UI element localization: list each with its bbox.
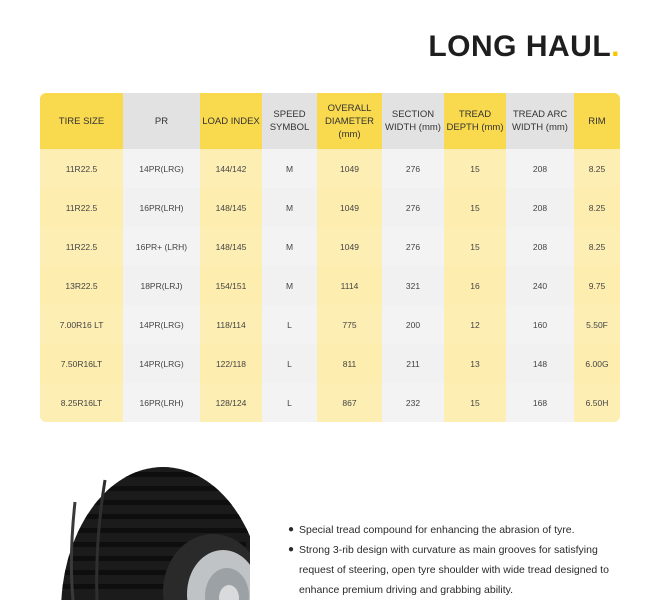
table-cell: 168 — [506, 383, 574, 422]
table-cell: 276 — [382, 227, 444, 266]
tire-spec-table — [40, 93, 620, 422]
table-cell: 5.50F — [574, 305, 620, 344]
table-row — [40, 266, 620, 305]
table-row — [40, 227, 620, 266]
table-cell: 15 — [444, 383, 506, 422]
column-header: TIRE SIZE — [40, 93, 123, 149]
table-cell: M — [262, 266, 317, 305]
table-cell: 6.50H — [574, 383, 620, 422]
table-cell: 13 — [444, 344, 506, 383]
table-cell: 11R22.5 — [40, 149, 123, 188]
page-title-text: LONG HAUL — [428, 30, 612, 63]
column-header: TREAD ARC WIDTH (mm) — [506, 93, 574, 149]
table-cell: 144/142 — [200, 149, 262, 188]
list-item — [288, 540, 628, 600]
table-cell: 128/124 — [200, 383, 262, 422]
table-cell: 7.50R16LT — [40, 344, 123, 383]
table-cell: 276 — [382, 188, 444, 227]
table-row — [40, 149, 620, 188]
table-cell: 11R22.5 — [40, 227, 123, 266]
table-cell: 15 — [444, 149, 506, 188]
table-row — [40, 188, 620, 227]
table-cell: 8.25 — [574, 149, 620, 188]
table-header-row — [40, 93, 620, 149]
table-cell: 208 — [506, 188, 574, 227]
table-cell: M — [262, 149, 317, 188]
table-cell: 18PR(LRJ) — [123, 266, 200, 305]
table-cell: 148 — [506, 344, 574, 383]
column-header: TREAD DEPTH (mm) — [444, 93, 506, 149]
table-cell: 1049 — [317, 227, 382, 266]
table-cell: L — [262, 305, 317, 344]
table-cell: 13R22.5 — [40, 266, 123, 305]
feature-list — [288, 520, 628, 600]
table-cell: 7.00R16 LT — [40, 305, 123, 344]
table-cell: 208 — [506, 227, 574, 266]
bullet-icon: ● — [288, 524, 295, 535]
column-header: LOAD INDEX — [200, 93, 262, 149]
table-cell: 15 — [444, 188, 506, 227]
table-row — [40, 383, 620, 422]
table-cell: 16PR(LRH) — [123, 383, 200, 422]
table-body — [40, 149, 620, 422]
table-cell: 154/151 — [200, 266, 262, 305]
table-cell: 8.25 — [574, 227, 620, 266]
table-cell: 14PR(LRG) — [123, 149, 200, 188]
table-cell: 14PR(LRG) — [123, 344, 200, 383]
table-cell: 16 — [444, 266, 506, 305]
table-cell: 8.25 — [574, 188, 620, 227]
table-cell: 160 — [506, 305, 574, 344]
table-cell: 240 — [506, 266, 574, 305]
truck-tire-icon — [45, 462, 250, 600]
table-cell: 208 — [506, 149, 574, 188]
table-cell: 1114 — [317, 266, 382, 305]
table-cell: 1049 — [317, 149, 382, 188]
table-cell: 12 — [444, 305, 506, 344]
list-item — [288, 520, 628, 540]
table-cell: 276 — [382, 149, 444, 188]
table-cell: 321 — [382, 266, 444, 305]
column-header: OVERALL DIAMETER (mm) — [317, 93, 382, 149]
table-cell: 148/145 — [200, 188, 262, 227]
title-accent-dot: . — [611, 30, 620, 63]
page-title — [428, 30, 620, 64]
table-cell: 211 — [382, 344, 444, 383]
table-cell: 16PR+ (LRH) — [123, 227, 200, 266]
table-cell: L — [262, 344, 317, 383]
table-cell: 8.25R16LT — [40, 383, 123, 422]
table-cell: M — [262, 227, 317, 266]
table-cell: 200 — [382, 305, 444, 344]
table-cell: 6.00G — [574, 344, 620, 383]
bullet-icon: ● — [288, 544, 295, 555]
column-header: SECTION WIDTH (mm) — [382, 93, 444, 149]
table-cell: M — [262, 188, 317, 227]
table-cell: 775 — [317, 305, 382, 344]
table-cell: 16PR(LRH) — [123, 188, 200, 227]
column-header: RIM — [574, 93, 620, 149]
table-cell: 148/145 — [200, 227, 262, 266]
table-cell: 15 — [444, 227, 506, 266]
column-header: SPEED SYMBOL — [262, 93, 317, 149]
table-cell: 232 — [382, 383, 444, 422]
table-row — [40, 305, 620, 344]
table-cell: 811 — [317, 344, 382, 383]
table-cell: 14PR(LRG) — [123, 305, 200, 344]
table-cell: L — [262, 383, 317, 422]
table-cell: 118/114 — [200, 305, 262, 344]
column-header: PR — [123, 93, 200, 149]
table-cell: 9.75 — [574, 266, 620, 305]
table-cell: 11R22.5 — [40, 188, 123, 227]
table-cell: 867 — [317, 383, 382, 422]
table-row — [40, 344, 620, 383]
feature-text: Special tread compound for enhancing the abrasion of tyre. — [299, 524, 575, 536]
table-cell: 122/118 — [200, 344, 262, 383]
table-cell: 1049 — [317, 188, 382, 227]
feature-text: Strong 3-rib design with curvature as main grooves for satisfying request of steering, open tyre shoulder with wide tread designed to enhance premium driving and grabbing ability. — [299, 544, 609, 596]
